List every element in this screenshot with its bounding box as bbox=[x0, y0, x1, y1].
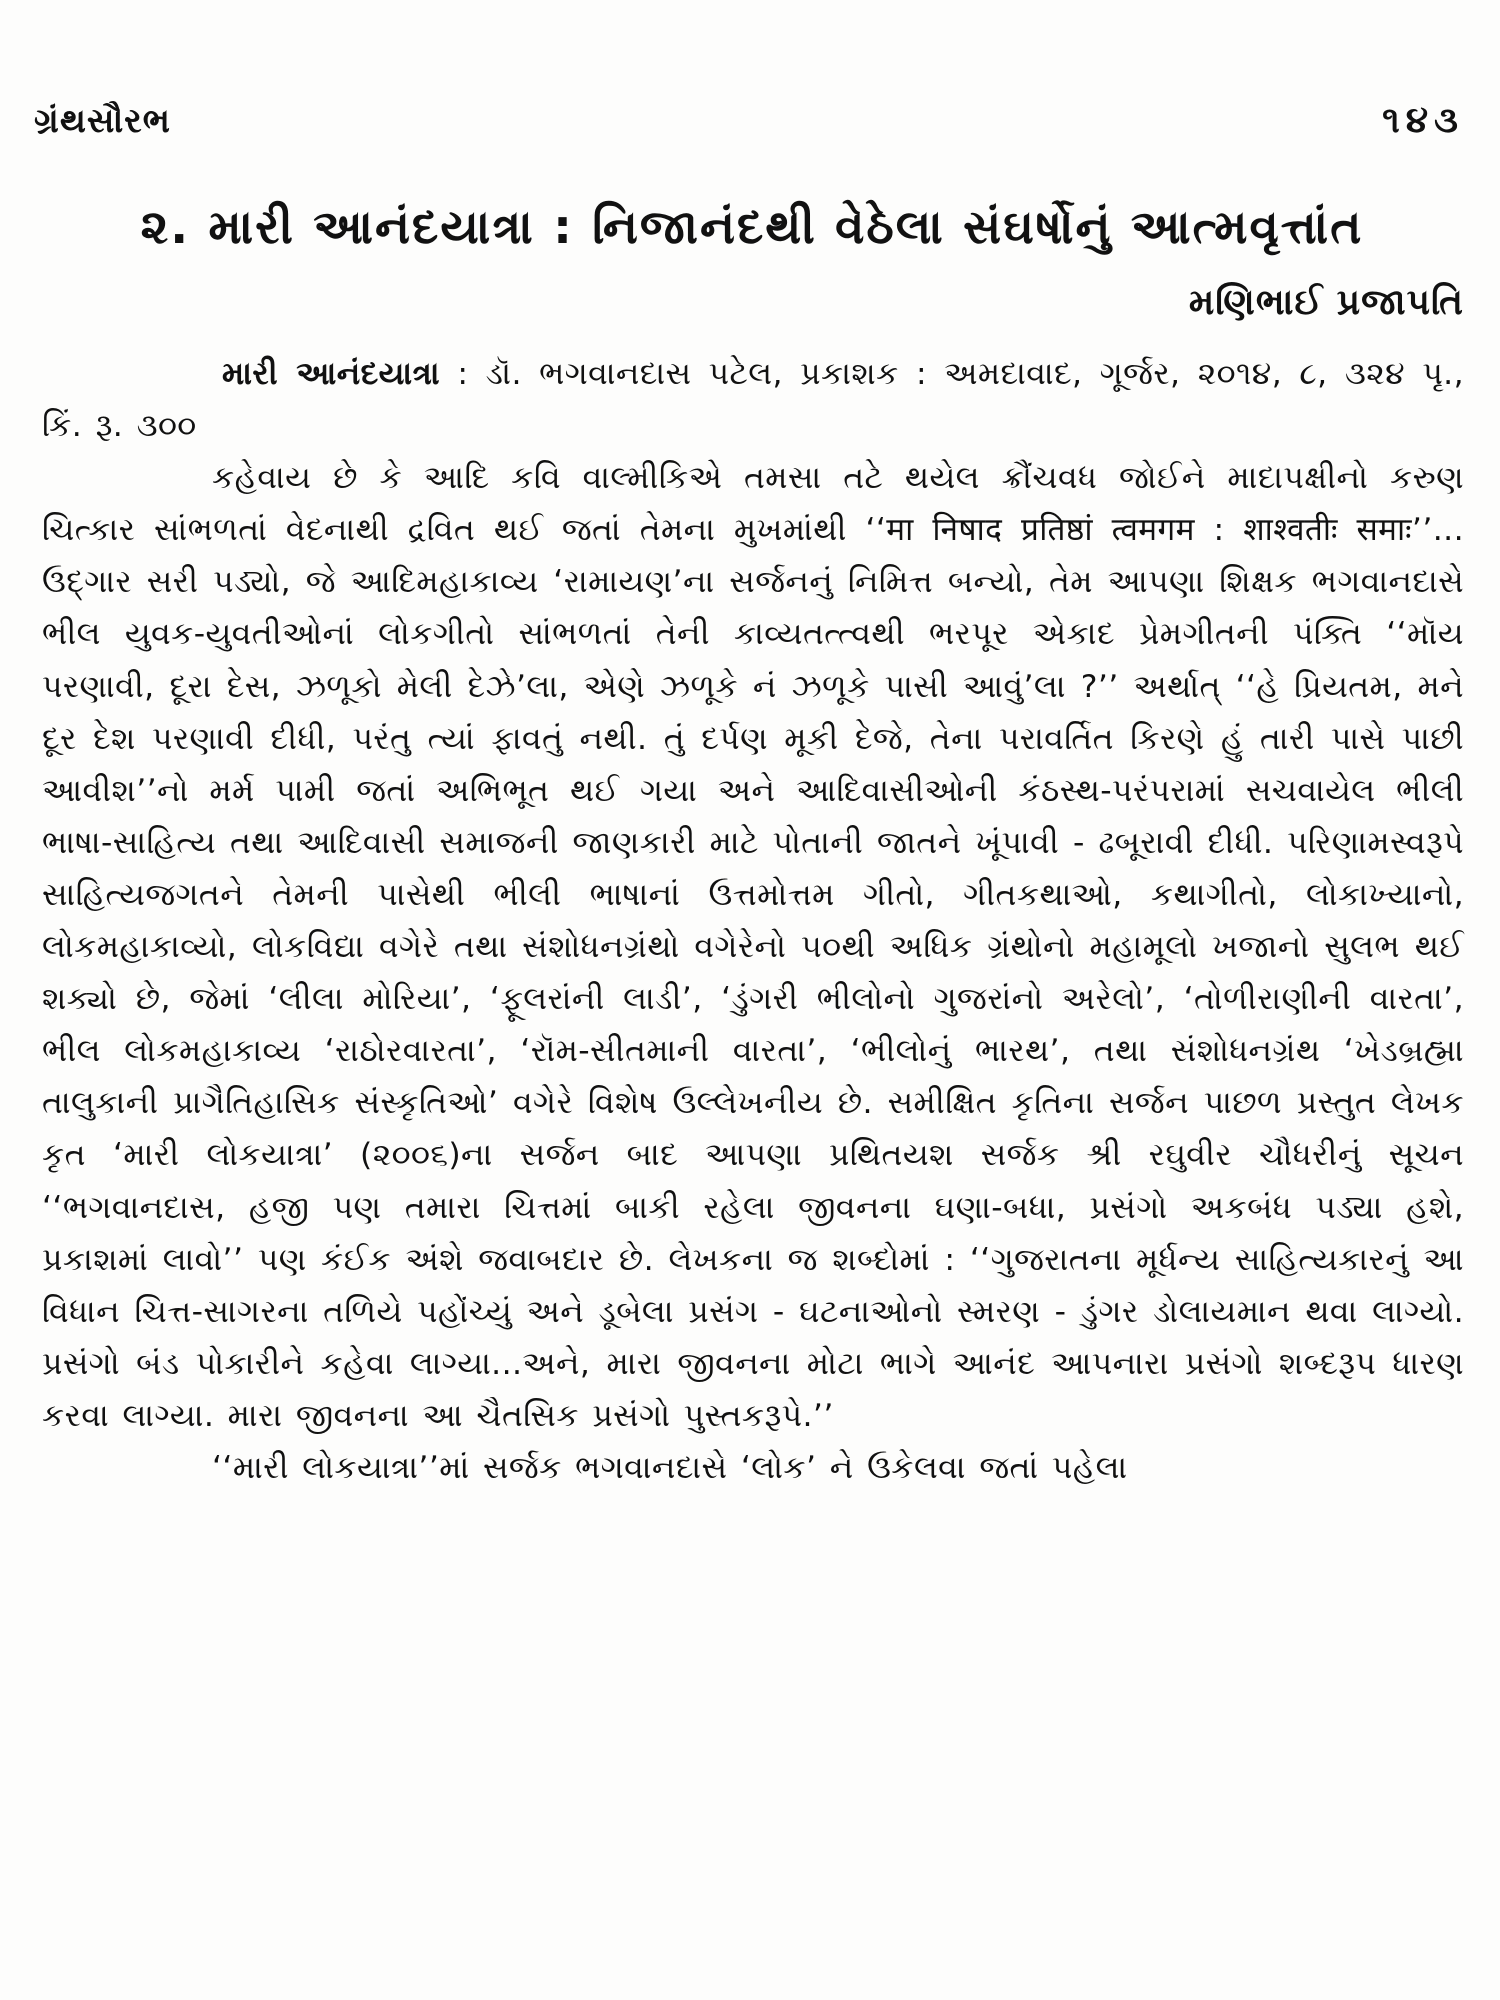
article-body bbox=[42, 348, 1464, 1494]
book-citation bbox=[42, 348, 1464, 452]
running-title: ગ્રંથસૌરભ bbox=[34, 101, 171, 141]
body-paragraph: ‘‘મારી લોકયાત્રા’’માં સર્જક ભગવાનદાસે ‘લોક’ ને ઉકેલવા જતાં પહેલા bbox=[212, 1449, 1128, 1486]
running-head bbox=[34, 96, 1464, 146]
author-name: મણિભાઈ પ્રજાપતિ bbox=[1188, 282, 1464, 323]
body-paragraph: કહેવાય છે કે આદિ કવિ વાલ્મીકિએ તમસા તટે થયેલ ક્રૌંચવધ જોઈને માદાપક્ષીનો કરુણ ચિત્કાર સાંભળતાં વેદનાથી દ્રવિત થઈ જતાં તેમના મુખમાંથી ‘‘मा निषाद प्रतिष्ठां त्वमगम : शाश्वतीः समाः’’... ઉદ્ગાર સરી પડ્યો, જે આદિમહાકાવ્ય ‘રામાયણ’ના સર્જનનું નિમિત્ત બન્યો, તેમ આપણા શિક્ષક ભગવાનદાસે ભીલ યુવક-યુવતીઓનાં લોકગીતો સાંભળતાં તેની કાવ્યતત્ત્વથી ભરપૂર એકાદ પ્રેમગીતની પંક્તિ ‘‘મૉય પરણાવી, દૂરા દેસ, ઝળૂકો મેલી દેઝે’લા, એણે ઝળૂકે નં ઝળૂકે પાસી આવું’લા ?’’ અર્થાત્ ‘‘હે પ્રિયતમ, મને દૂર દેશ પરણાવી દીધી, પરંતુ ત્યાં ફાવતું નથી. તું દર્પણ મૂકી દેજે, તેના પરાવર્તિત કિરણે હું તારી પાસે પાછી આવીશ’’નો મર્મ પામી જતાં અભિભૂત થઈ ગયા અને આદિવાસીઓની કંઠસ્થ-પરંપરામાં સચવાયેલ ભીલી ભાષા-સાહિત્ય તથા આદિવાસી સમાજની જાણકારી માટે પોતાની જાતને ખૂંપાવી - ઢબૂરાવી દીધી. પરિણામસ્વરૂપે સાહિત્યજગતને તેમની પાસેથી ભીલી ભાષાનાં ઉત્તમોત્તમ ગીતો, ગીતકથાઓ, કથાગીતો, લોકાખ્યાનો, લોકમહાકાવ્યો, લોકવિદ્યા વગેરે તથા સંશોધનગ્રંથો વગેરેનો ૫૦થી અધિક ગ્રંથોનો મહામૂલો ખજાનો સુલભ થઈ શક્યો છે, જેમાં ‘લીલા મોરિયા’, ‘ફૂલરાંની લાડી’, ‘ડુંગરી ભીલોનો ગુજરાંનો અરેલો’, ‘તોળીરાણીની વારતા’, ભીલ લોકમહાકાવ્ય ‘રાઠોરવારતા’, ‘રૉમ-સીતમાની વારતા’, ‘ભીલોનું ભારથ’, તથા સંશોધનગ્રંથ ‘ખેડબ્રહ્મા તાલુકાની પ્રાગૈતિહાસિક સંસ્કૃતિઓ’ વગેરે વિશેષ ઉલ્લેખનીય છે. સમીક્ષિત કૃતિના સર્જન પાછળ પ્રસ્તુત લેખક કૃત ‘મારી લોકયાત્રા’ (૨૦૦૬)ના સર્જન બાદ આપણા પ્રથિતયશ સર્જક શ્રી રઘુવીર ચૌધરીનું સૂચન ‘‘ભગવાનદાસ, હજી પણ તમારા ચિત્તમાં બાકી રહેલા જીવનના ઘણા-બધા, પ્રસંગો અકબંધ પડ્યા હશે, પ્રકાશમાં લાવો’’ પણ કંઈક અંશે જવાબદાર છે. લેખકના જ શબ્દોમાં : ‘‘ગુજરાતના મૂર્ધન્ય સાહિત્યકારનું આ વિધાન ચિત્ત-સાગરના તળિયે પહોંચ્યું અને ડૂબેલા પ્રસંગ - ઘટનાઓનો સ્મરણ - ડુંગર ડોલાયમાન થવા લાગ્યો. પ્રસંગો બંડ પોકારીને કહેવા લાગ્યા...અને, મારા જીવનના મોટા ભાગે આનંદ આપનારા પ્રસંગો શબ્દરૂપ ધારણ કરવા લાગ્યા. મારા જીવનના આ ચૈતસિક પ્રસંગો પુસ્તકરૂપે.’’ bbox=[42, 460, 1464, 1434]
citation-book-title: મારી આનંદયાત્રા bbox=[222, 356, 441, 392]
page-number: ૧૪૩ bbox=[1382, 100, 1464, 141]
article-title: ૨. મારી આનંદયાત્રા : નિજાનંદથી વેઠેલા સંઘર્ષોનું આત્મવૃત્તાંત bbox=[140, 200, 1364, 255]
citation-details: : ડૉ. ભગવાનદાસ પટેલ, પ્રકાશક : અમદાવાદ, ગૂર્જર, ૨૦૧૪, ૮, ૩૨૪ પૃ., કિં. રૂ. ૩૦૦ bbox=[42, 356, 1465, 445]
